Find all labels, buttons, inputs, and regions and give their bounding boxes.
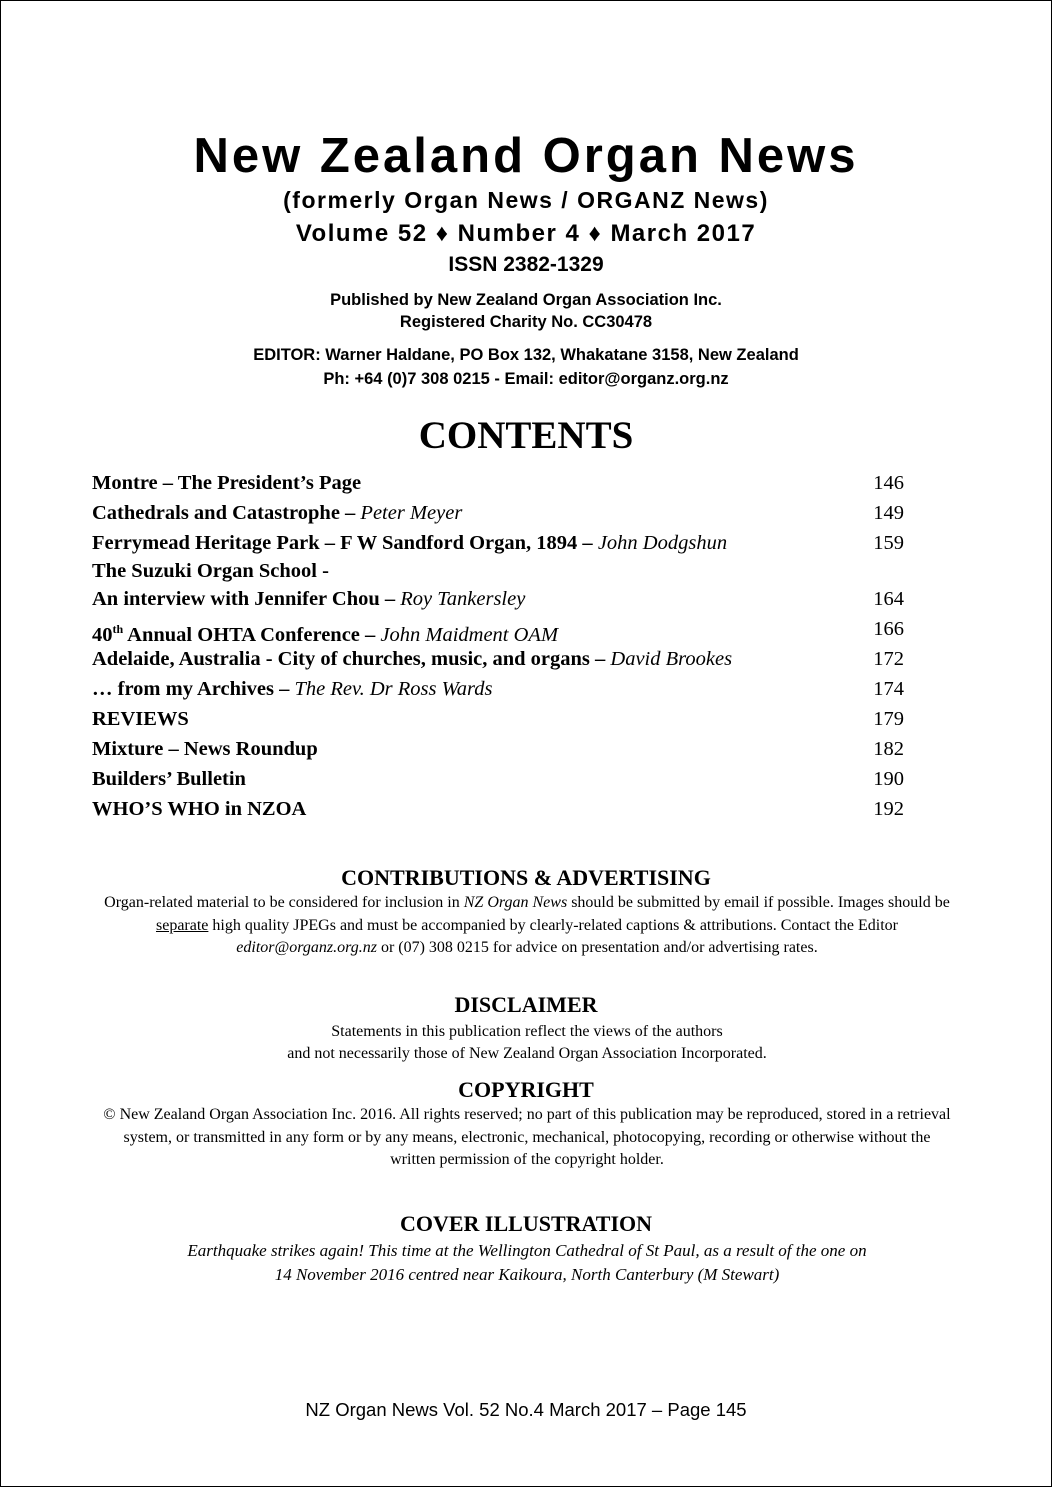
toc-entry-author: David Brookes (610, 648, 733, 670)
cover-caption-line-1: Earthquake strikes again! This time at the Wellington Cathedral of St Paul, as a result of the one on (187, 1241, 867, 1260)
contact-line: Ph: +64 (0)7 308 0215 - Email: editor@organz.org.nz (323, 370, 729, 388)
copyright-text: © New Zealand Organ Association Inc. 2016. All rights reserved; no part of this publication may be reproduced, stored in a retrieval system, or transmitted in any form or by any means, electronic, mechanical, photocopying, recording or otherwise without the written permission of the copyright holder. (103, 1106, 951, 1168)
toc-entry-author: John Maidment OAM (380, 623, 559, 646)
toc-entry-title: Ferrymead Heritage Park – F W Sandford Organ, 1894 – (92, 532, 598, 554)
toc-entry-title: REVIEWS (92, 708, 189, 730)
toc-entry-page: 159 (873, 532, 904, 554)
toc-entry[interactable] (92, 764, 904, 794)
publication-title: New Zealand Organ News (193, 129, 859, 183)
volume-line: Volume 52 ♦ Number 4 ♦ March 2017 (295, 220, 757, 247)
cover-heading: COVER ILLUSTRATION (399, 1211, 653, 1236)
toc-entry-title: Mixture – News Roundup (92, 738, 318, 760)
toc-entry-title: An interview with Jennifer Chou – (92, 588, 401, 610)
toc-entry[interactable] (92, 584, 904, 614)
contributions-heading: CONTRIBUTIONS & ADVERTISING (341, 865, 711, 890)
issn: ISSN 2382-1329 (448, 253, 604, 276)
toc-entry-author: The Rev. Dr Ross Wards (294, 678, 493, 700)
toc-entry-title: Adelaide, Australia - City of churches, music, and organs – (92, 648, 611, 670)
toc-entry[interactable] (92, 644, 904, 674)
toc-entry[interactable] (92, 704, 904, 734)
toc-entry-title: … from my Archives – (92, 678, 295, 700)
toc-entry-first-line[interactable] (92, 558, 904, 584)
publisher-line: Published by New Zealand Organ Association Inc. (330, 291, 722, 309)
toc-entry-page: 146 (873, 472, 904, 494)
toc-entry-author: John Dodgshun (597, 532, 728, 554)
contents-heading: CONTENTS (418, 414, 634, 457)
copyright-heading: COPYRIGHT (458, 1077, 594, 1102)
table-of-contents (92, 468, 904, 824)
toc-entry-author: Roy Tankersley (400, 588, 526, 610)
toc-entry[interactable] (92, 614, 904, 644)
toc-entry-title: Builders’ Bulletin (92, 768, 246, 790)
contributions-text: Organ-related material to be considered for inclusion in NZ Organ News should be submitted by email if possible. Images should be separate high quality JPEGs and must be accompanied by clearly-related captions & attributions. Contact the Editor editor@organz.org.nz or (07) 308 0215 for advice on presentation and/or advertising rates. (104, 894, 950, 956)
toc-entry[interactable] (92, 674, 904, 704)
toc-entry-title: The Suzuki Organ School - (92, 560, 329, 582)
toc-entry-page: 149 (873, 502, 904, 524)
toc-entry-page: 192 (873, 798, 904, 820)
cover-caption-line-2: 14 November 2016 centred near Kaikoura, North Canterbury (M Stewart) (274, 1265, 780, 1284)
disclaimer-line-2: and not necessarily those of New Zealand Organ Association Incorporated. (287, 1045, 767, 1062)
editor-line: EDITOR: Warner Haldane, PO Box 132, Whakatane 3158, New Zealand (253, 346, 799, 364)
disclaimer-line-1: Statements in this publication reflect the views of the authors (331, 1023, 723, 1040)
editor-email-link[interactable]: editor@organz.org.nz (236, 939, 377, 956)
charity-line: Registered Charity No. CC30478 (399, 313, 653, 331)
toc-entry[interactable] (92, 794, 904, 824)
disclaimer-heading: DISCLAIMER (454, 992, 598, 1017)
toc-entry-page: 182 (873, 738, 904, 760)
toc-entry[interactable] (92, 468, 904, 498)
toc-entry-title: Montre – The President’s Page (92, 472, 362, 494)
toc-entry-page: 174 (873, 678, 904, 700)
toc-entry[interactable] (92, 528, 904, 558)
toc-entry-page: 179 (873, 708, 904, 730)
toc-entry-page: 190 (873, 768, 904, 790)
toc-entry-author: Peter Meyer (360, 502, 463, 524)
toc-entry-page: 172 (873, 648, 904, 670)
toc-entry-page: 164 (873, 588, 904, 610)
toc-entry-page: 166 (873, 618, 904, 640)
toc-entry[interactable] (92, 498, 904, 528)
toc-entry[interactable] (92, 734, 904, 764)
page-footer: NZ Organ News Vol. 52 No.4 March 2017 – Page 145 (305, 1399, 747, 1420)
publication-subtitle: (formerly Organ News / ORGANZ News) (283, 187, 769, 213)
toc-entry-title: 40th Annual OHTA Conference – (92, 622, 381, 646)
toc-entry-title: Cathedrals and Catastrophe – (92, 502, 361, 524)
toc-entry-title: WHO’S WHO in NZOA (92, 798, 307, 820)
